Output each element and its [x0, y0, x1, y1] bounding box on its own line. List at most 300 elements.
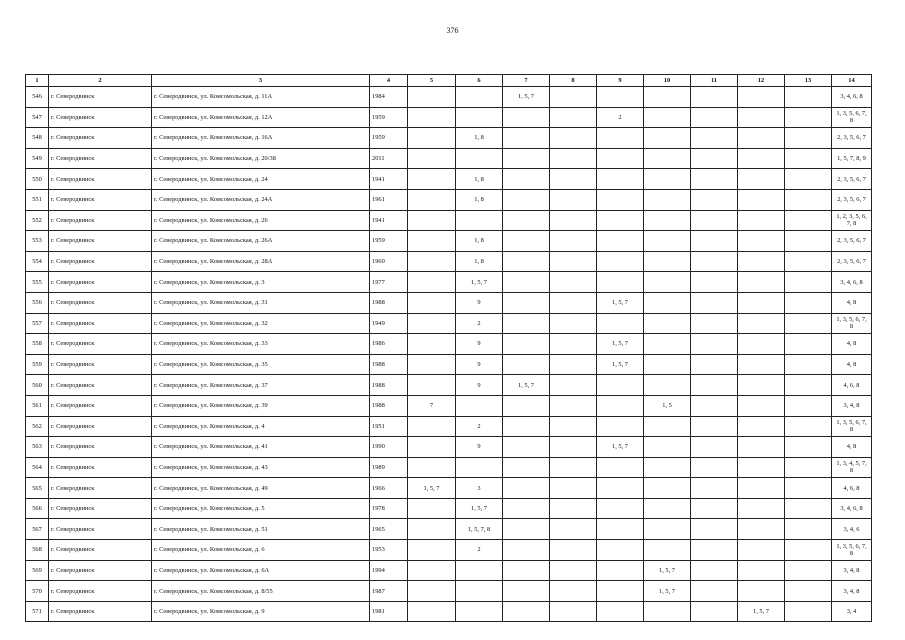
row-number: 549: [26, 148, 49, 169]
row-number: 564: [26, 457, 49, 478]
col-8-value: [550, 189, 597, 210]
col-8-value: [550, 169, 597, 190]
address: г. Северодвинск, ул. Комсомольская, д. 24: [152, 169, 370, 190]
col-13-value: [785, 395, 832, 416]
col-5-value: [408, 354, 456, 375]
col-9-value: [597, 128, 644, 149]
col-12-value: [738, 478, 785, 499]
col-11-value: [691, 292, 738, 313]
col-11-value: [691, 601, 738, 622]
column-header: 10: [644, 75, 691, 87]
row-number: 563: [26, 437, 49, 458]
address: г. Северодвинск, ул. Комсомольская, д. 51: [152, 519, 370, 540]
col-7-value: [503, 210, 550, 231]
header-row: [26, 75, 872, 87]
col-8-value: [550, 251, 597, 272]
address: г. Северодвинск, ул. Комсомольская, д. 20/38: [152, 148, 370, 169]
col-5-value: [408, 313, 456, 334]
settlement: г. Северодвинск: [49, 231, 152, 252]
year-built: 1990: [370, 437, 408, 458]
col-14-value: 4, 8: [832, 334, 872, 355]
column-header: 14: [832, 75, 872, 87]
col-10-value: [644, 437, 691, 458]
address: г. Северодвинск, ул. Комсомольская, д. 6А: [152, 560, 370, 581]
col-12-value: [738, 540, 785, 561]
table-row: [26, 395, 872, 416]
table-row: [26, 107, 872, 128]
settlement: г. Северодвинск: [49, 437, 152, 458]
row-number: 565: [26, 478, 49, 499]
row-number: 567: [26, 519, 49, 540]
col-13-value: [785, 313, 832, 334]
year-built: 1994: [370, 560, 408, 581]
col-11-value: [691, 437, 738, 458]
settlement: г. Северодвинск: [49, 169, 152, 190]
col-11-value: [691, 334, 738, 355]
row-number: 559: [26, 354, 49, 375]
col-9-value: [597, 210, 644, 231]
col-11-value: [691, 231, 738, 252]
col-12-value: 1, 5, 7: [738, 601, 785, 622]
col-6-value: [456, 560, 503, 581]
col-14-value: 2, 3, 5, 6, 7: [832, 231, 872, 252]
settlement: г. Северодвинск: [49, 272, 152, 293]
col-8-value: [550, 519, 597, 540]
col-11-value: [691, 148, 738, 169]
col-13-value: [785, 272, 832, 293]
address: г. Северодвинск, ул. Комсомольская, д. 26А: [152, 231, 370, 252]
table-row: [26, 416, 872, 437]
col-13-value: [785, 457, 832, 478]
settlement: г. Северодвинск: [49, 334, 152, 355]
col-8-value: [550, 540, 597, 561]
col-9-value: [597, 416, 644, 437]
settlement: г. Северодвинск: [49, 292, 152, 313]
table-row: [26, 148, 872, 169]
year-built: 1966: [370, 478, 408, 499]
col-9-value: [597, 375, 644, 396]
col-13-value: [785, 210, 832, 231]
col-11-value: [691, 540, 738, 561]
col-13-value: [785, 292, 832, 313]
table-row: [26, 540, 872, 561]
settlement: г. Северодвинск: [49, 148, 152, 169]
col-6-value: 1, 8: [456, 251, 503, 272]
year-built: 1949: [370, 313, 408, 334]
address: г. Северодвинск, ул. Комсомольская, д. 31: [152, 292, 370, 313]
settlement: г. Северодвинск: [49, 375, 152, 396]
col-12-value: [738, 498, 785, 519]
col-5-value: [408, 169, 456, 190]
col-13-value: [785, 354, 832, 375]
col-12-value: [738, 375, 785, 396]
col-9-value: [597, 601, 644, 622]
col-9-value: 1, 5, 7: [597, 354, 644, 375]
year-built: 1953: [370, 540, 408, 561]
settlement: г. Северодвинск: [49, 210, 152, 231]
col-12-value: [738, 272, 785, 293]
col-9-value: [597, 231, 644, 252]
col-9-value: [597, 189, 644, 210]
col-11-value: [691, 560, 738, 581]
row-number: 555: [26, 272, 49, 293]
table-row: [26, 354, 872, 375]
col-9-value: 1, 5, 7: [597, 292, 644, 313]
col-8-value: [550, 478, 597, 499]
col-8-value: [550, 457, 597, 478]
col-8-value: [550, 601, 597, 622]
col-14-value: 2, 3, 5, 6, 7: [832, 189, 872, 210]
col-11-value: [691, 87, 738, 108]
settlement: г. Северодвинск: [49, 251, 152, 272]
col-10-value: [644, 148, 691, 169]
col-12-value: [738, 107, 785, 128]
col-6-value: 1, 5, 7: [456, 498, 503, 519]
col-6-value: 9: [456, 334, 503, 355]
col-10-value: [644, 478, 691, 499]
col-14-value: 1, 5, 7, 8, 9: [832, 148, 872, 169]
address: г. Северодвинск, ул. Комсомольская, д. 39: [152, 395, 370, 416]
settlement: г. Северодвинск: [49, 498, 152, 519]
col-13-value: [785, 498, 832, 519]
address: г. Северодвинск, ул. Комсомольская, д. 9: [152, 601, 370, 622]
address: г. Северодвинск, ул. Комсомольская, д. 6: [152, 540, 370, 561]
col-14-value: 3, 4, 8: [832, 560, 872, 581]
col-11-value: [691, 313, 738, 334]
col-14-value: 2, 3, 5, 6, 7: [832, 169, 872, 190]
col-11-value: [691, 498, 738, 519]
col-14-value: 1, 3, 4, 5, 7, 8: [832, 457, 872, 478]
col-8-value: [550, 334, 597, 355]
col-14-value: 3, 4, 8: [832, 395, 872, 416]
address: г. Северодвинск, ул. Комсомольская, д. 8/55: [152, 581, 370, 602]
col-12-value: [738, 560, 785, 581]
col-12-value: [738, 87, 785, 108]
col-11-value: [691, 128, 738, 149]
col-12-value: [738, 416, 785, 437]
table-row: [26, 313, 872, 334]
col-6-value: 1, 5, 7: [456, 272, 503, 293]
col-5-value: [408, 128, 456, 149]
col-7-value: [503, 540, 550, 561]
settlement: г. Северодвинск: [49, 416, 152, 437]
table-row: [26, 457, 872, 478]
col-7-value: [503, 437, 550, 458]
col-6-value: 2: [456, 416, 503, 437]
address: г. Северодвинск, ул. Комсомольская, д. 5: [152, 498, 370, 519]
page-number: 376: [446, 26, 459, 35]
col-12-value: [738, 189, 785, 210]
table-row: [26, 272, 872, 293]
col-9-value: 1, 5, 7: [597, 334, 644, 355]
col-12-value: [738, 437, 785, 458]
col-7-value: [503, 272, 550, 293]
col-8-value: [550, 375, 597, 396]
col-10-value: [644, 292, 691, 313]
row-number: 562: [26, 416, 49, 437]
col-8-value: [550, 128, 597, 149]
settlement: г. Северодвинск: [49, 395, 152, 416]
settlement: г. Северодвинск: [49, 457, 152, 478]
col-10-value: [644, 231, 691, 252]
col-7-value: [503, 251, 550, 272]
col-12-value: [738, 128, 785, 149]
col-13-value: [785, 148, 832, 169]
col-13-value: [785, 581, 832, 602]
col-14-value: 4, 6, 8: [832, 478, 872, 499]
year-built: 1981: [370, 601, 408, 622]
col-8-value: [550, 354, 597, 375]
col-8-value: [550, 581, 597, 602]
col-6-value: 9: [456, 437, 503, 458]
row-number: 550: [26, 169, 49, 190]
col-12-value: [738, 395, 785, 416]
col-12-value: [738, 169, 785, 190]
col-8-value: [550, 395, 597, 416]
table-row: [26, 189, 872, 210]
col-14-value: 1, 3, 5, 6, 7, 8: [832, 416, 872, 437]
col-6-value: 1, 8: [456, 189, 503, 210]
col-9-value: 1, 5, 7: [597, 437, 644, 458]
col-9-value: [597, 560, 644, 581]
col-11-value: [691, 354, 738, 375]
address: г. Северодвинск, ул. Комсомольская, д. 43: [152, 457, 370, 478]
col-8-value: [550, 210, 597, 231]
col-10-value: [644, 457, 691, 478]
col-8-value: [550, 560, 597, 581]
column-header: 12: [738, 75, 785, 87]
col-10-value: [644, 375, 691, 396]
col-10-value: [644, 334, 691, 355]
address: г. Северодвинск, ул. Комсомольская, д. 49: [152, 478, 370, 499]
year-built: 1959: [370, 107, 408, 128]
col-7-value: [503, 148, 550, 169]
col-5-value: [408, 87, 456, 108]
col-14-value: 2, 3, 5, 6, 7: [832, 251, 872, 272]
table-row: [26, 169, 872, 190]
year-built: 1960: [370, 251, 408, 272]
address: г. Северодвинск, ул. Комсомольская, д. 3: [152, 272, 370, 293]
col-5-value: [408, 334, 456, 355]
row-number: 558: [26, 334, 49, 355]
col-5-value: [408, 375, 456, 396]
col-10-value: [644, 251, 691, 272]
column-header: 1: [26, 75, 49, 87]
col-5-value: [408, 560, 456, 581]
col-7-value: [503, 107, 550, 128]
col-8-value: [550, 437, 597, 458]
col-11-value: [691, 457, 738, 478]
col-10-value: [644, 540, 691, 561]
col-7-value: [503, 519, 550, 540]
address: г. Северодвинск, ул. Комсомольская, д. 35: [152, 354, 370, 375]
col-14-value: 3, 4, 6, 8: [832, 87, 872, 108]
col-9-value: [597, 87, 644, 108]
address: г. Северодвинск, ул. Комсомольская, д. 41: [152, 437, 370, 458]
column-header: 6: [456, 75, 503, 87]
col-7-value: [503, 169, 550, 190]
col-6-value: 9: [456, 292, 503, 313]
col-12-value: [738, 210, 785, 231]
year-built: 1965: [370, 519, 408, 540]
table-header: [26, 75, 872, 87]
col-5-value: 7: [408, 395, 456, 416]
col-11-value: [691, 169, 738, 190]
year-built: 1988: [370, 292, 408, 313]
col-9-value: 2: [597, 107, 644, 128]
col-8-value: [550, 416, 597, 437]
col-6-value: 2: [456, 313, 503, 334]
col-11-value: [691, 375, 738, 396]
col-14-value: 3, 4, 6, 8: [832, 272, 872, 293]
col-11-value: [691, 189, 738, 210]
col-13-value: [785, 231, 832, 252]
col-10-value: [644, 416, 691, 437]
col-11-value: [691, 478, 738, 499]
row-number: 548: [26, 128, 49, 149]
col-14-value: 3, 4, 6: [832, 519, 872, 540]
col-10-value: [644, 313, 691, 334]
column-header: 9: [597, 75, 644, 87]
table-row: [26, 519, 872, 540]
row-number: 547: [26, 107, 49, 128]
col-13-value: [785, 334, 832, 355]
col-12-value: [738, 292, 785, 313]
col-13-value: [785, 601, 832, 622]
col-13-value: [785, 107, 832, 128]
col-13-value: [785, 169, 832, 190]
row-number: 556: [26, 292, 49, 313]
col-6-value: [456, 457, 503, 478]
year-built: 1978: [370, 498, 408, 519]
address: г. Северодвинск, ул. Комсомольская, д. 11А: [152, 87, 370, 108]
year-built: 1989: [370, 457, 408, 478]
table-row: [26, 334, 872, 355]
table-row: [26, 292, 872, 313]
settlement: г. Северодвинск: [49, 601, 152, 622]
settlement: г. Северодвинск: [49, 478, 152, 499]
col-11-value: [691, 395, 738, 416]
col-5-value: [408, 416, 456, 437]
column-header: 8: [550, 75, 597, 87]
col-12-value: [738, 231, 785, 252]
table-row: [26, 581, 872, 602]
column-header: 3: [152, 75, 370, 87]
col-11-value: [691, 107, 738, 128]
col-7-value: [503, 334, 550, 355]
address: г. Северодвинск, ул. Комсомольская, д. 4: [152, 416, 370, 437]
column-header: 2: [49, 75, 152, 87]
address: г. Северодвинск, ул. Комсомольская, д. 16А: [152, 128, 370, 149]
col-6-value: 2: [456, 540, 503, 561]
col-7-value: [503, 581, 550, 602]
col-5-value: [408, 107, 456, 128]
col-9-value: [597, 540, 644, 561]
col-5-value: [408, 498, 456, 519]
year-built: 1988: [370, 395, 408, 416]
column-header: 13: [785, 75, 832, 87]
year-built: 2011: [370, 148, 408, 169]
col-5-value: [408, 519, 456, 540]
col-7-value: [503, 313, 550, 334]
col-6-value: [456, 107, 503, 128]
col-11-value: [691, 581, 738, 602]
col-13-value: [785, 478, 832, 499]
col-5-value: [408, 437, 456, 458]
col-11-value: [691, 251, 738, 272]
col-10-value: [644, 272, 691, 293]
col-9-value: [597, 251, 644, 272]
col-11-value: [691, 210, 738, 231]
column-header: 7: [503, 75, 550, 87]
col-10-value: [644, 189, 691, 210]
col-11-value: [691, 416, 738, 437]
col-5-value: [408, 540, 456, 561]
col-9-value: [597, 313, 644, 334]
col-8-value: [550, 231, 597, 252]
settlement: г. Северодвинск: [49, 87, 152, 108]
col-12-value: [738, 354, 785, 375]
col-9-value: [597, 395, 644, 416]
col-7-value: [503, 395, 550, 416]
col-8-value: [550, 313, 597, 334]
col-12-value: [738, 519, 785, 540]
col-14-value: 4, 8: [832, 292, 872, 313]
col-6-value: [456, 87, 503, 108]
column-header: 4: [370, 75, 408, 87]
col-6-value: 1, 5, 7, 8: [456, 519, 503, 540]
col-6-value: 1, 8: [456, 231, 503, 252]
year-built: 1941: [370, 169, 408, 190]
col-9-value: [597, 478, 644, 499]
row-number: 570: [26, 581, 49, 602]
col-5-value: [408, 457, 456, 478]
col-6-value: 1, 8: [456, 169, 503, 190]
settlement: г. Северодвинск: [49, 354, 152, 375]
col-9-value: [597, 169, 644, 190]
col-10-value: [644, 354, 691, 375]
col-7-value: [503, 292, 550, 313]
year-built: 1961: [370, 189, 408, 210]
col-5-value: 1, 5, 7: [408, 478, 456, 499]
col-14-value: 1, 3, 5, 6, 7, 8: [832, 313, 872, 334]
col-7-value: [503, 128, 550, 149]
col-12-value: [738, 313, 785, 334]
row-number: 554: [26, 251, 49, 272]
col-13-value: [785, 375, 832, 396]
year-built: 1988: [370, 354, 408, 375]
col-10-value: 1, 5, 7: [644, 581, 691, 602]
col-5-value: [408, 292, 456, 313]
col-7-value: [503, 231, 550, 252]
col-5-value: [408, 231, 456, 252]
col-10-value: [644, 601, 691, 622]
address: г. Северодвинск, ул. Комсомольская, д. 33: [152, 334, 370, 355]
col-8-value: [550, 292, 597, 313]
table-row: [26, 601, 872, 622]
col-14-value: 3, 4, 6, 8: [832, 498, 872, 519]
column-header: 11: [691, 75, 738, 87]
col-13-value: [785, 560, 832, 581]
col-8-value: [550, 498, 597, 519]
col-7-value: [503, 478, 550, 499]
col-6-value: [456, 581, 503, 602]
col-8-value: [550, 272, 597, 293]
col-7-value: 1, 5, 7: [503, 87, 550, 108]
col-14-value: 3, 4, 8: [832, 581, 872, 602]
col-14-value: 1, 2, 3, 5, 6, 7, 8: [832, 210, 872, 231]
year-built: 1987: [370, 581, 408, 602]
